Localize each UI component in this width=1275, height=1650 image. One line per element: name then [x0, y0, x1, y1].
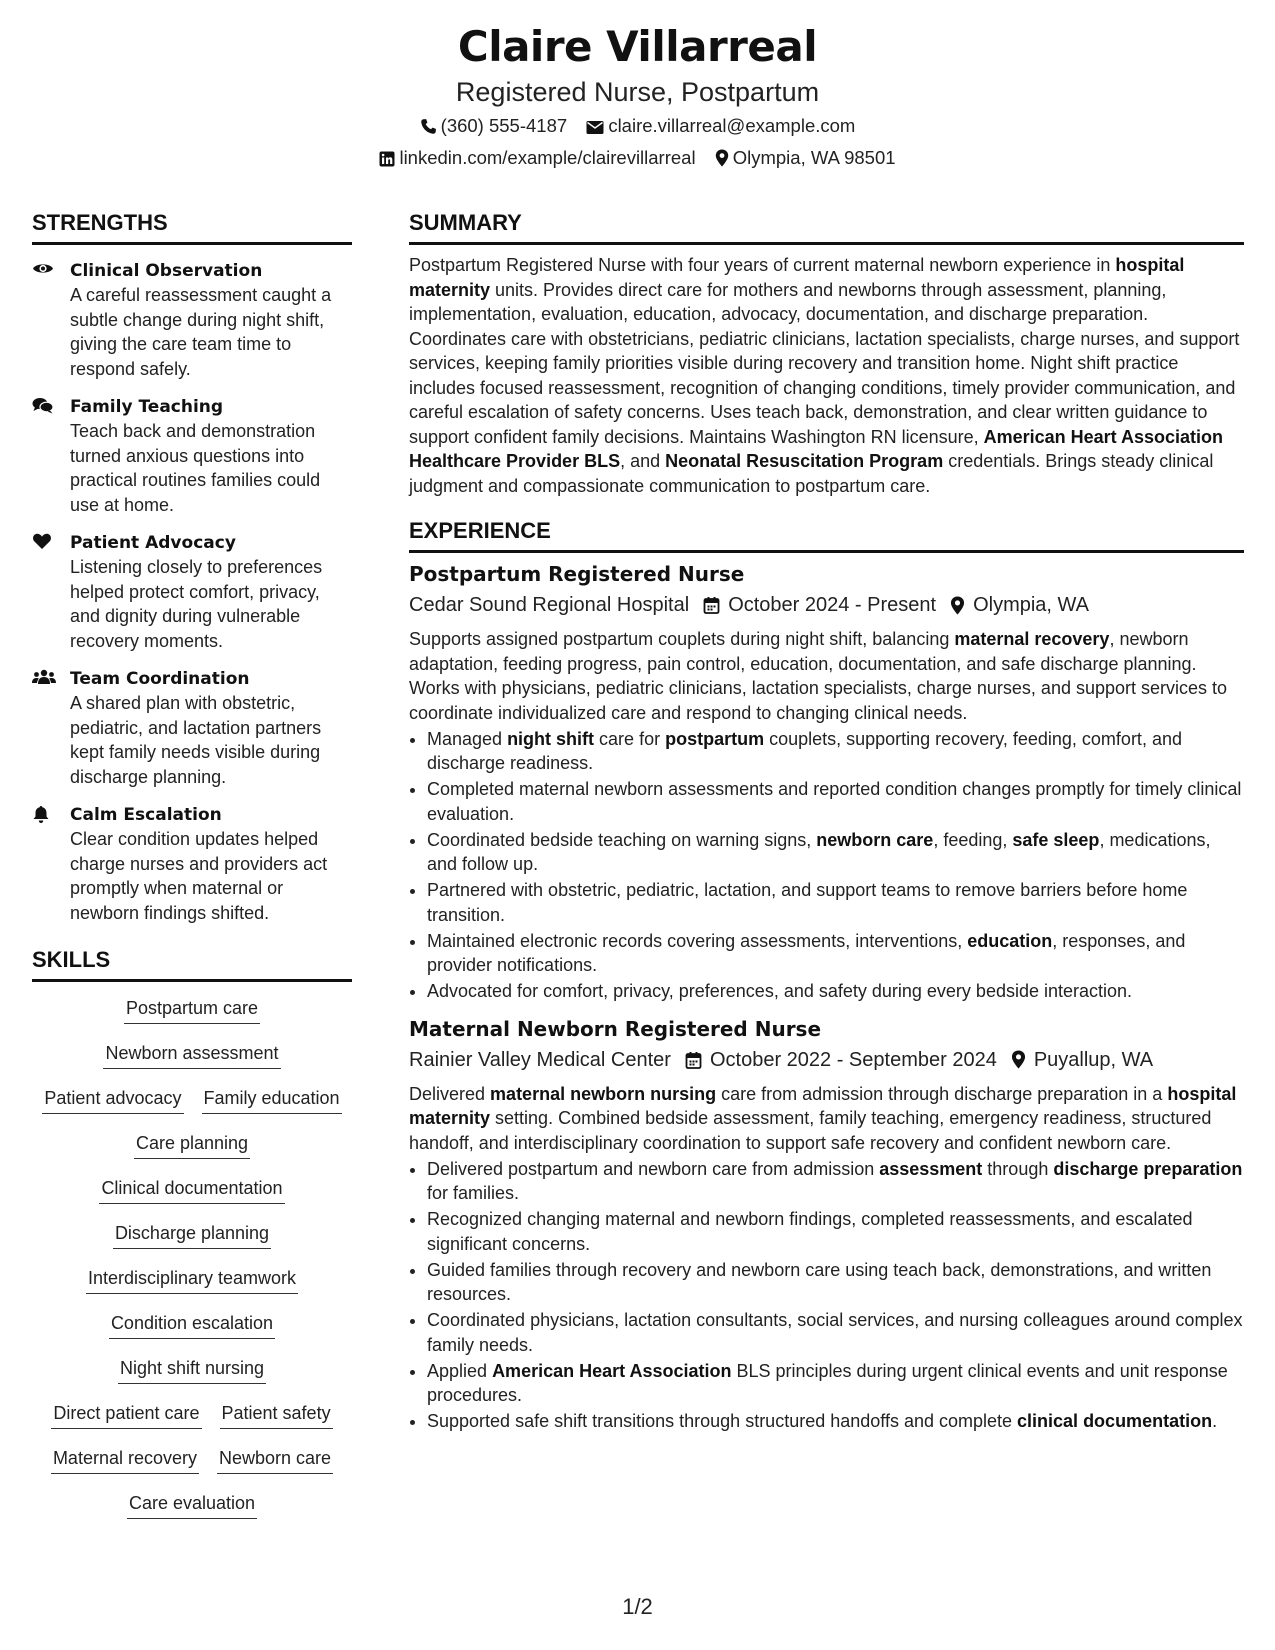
summary-divider: [409, 242, 1244, 245]
bullet-text: , feeding,: [933, 829, 1013, 850]
bullet-emphasis: night shift: [507, 728, 595, 749]
job-meta: [409, 589, 1244, 621]
strength-title: Team Coordination: [70, 669, 250, 689]
strength-title: Calm Escalation: [70, 805, 222, 825]
contact-row-1: [0, 110, 1275, 142]
bullet-text: Guided families through recovery and newborn care using teach back, demonstrations, and written resources.: [427, 1259, 1212, 1304]
bullet-emphasis: discharge preparation: [1053, 1158, 1243, 1179]
bullet-text: Supported safe shift transitions through structured handoffs and complete: [427, 1411, 1018, 1431]
job-entry: [409, 559, 1244, 1004]
strength-desc: Listening closely to preferences helped protect comfort, privacy, and dignity during vulnerable recovery moments.: [70, 557, 323, 651]
linkedin-text: linkedin.com/example/clairevillarreal: [399, 147, 696, 168]
strength-desc: Teach back and demonstration turned anxious questions into practical routines families could use at home.: [70, 421, 321, 515]
skill-row: [32, 1131, 352, 1176]
job-employer: Cedar Sound Regional Hospital: [409, 594, 690, 616]
strength-item: [32, 531, 352, 653]
job-entry: [409, 1014, 1244, 1434]
bell-icon: [32, 805, 50, 824]
candidate-title: Registered Nurse, Postpartum: [455, 77, 820, 107]
job-bullet: [427, 1258, 1244, 1307]
bullet-emphasis: American Heart Association: [492, 1360, 732, 1381]
bullet-emphasis: newborn care: [816, 829, 934, 850]
job-description-emphasis: maternal newborn nursing: [490, 1083, 717, 1104]
job-employer: Rainier Valley Medical Center: [409, 1048, 671, 1071]
skill-row: [32, 1266, 352, 1311]
summary-emphasis: hospital maternity: [409, 255, 1185, 300]
bullet-text: Advocated for comfort, privacy, preferences, and safety during every bedside interaction.: [427, 981, 1133, 1001]
strengths-heading: STRENGTHS: [32, 210, 168, 235]
job-meta: [409, 1044, 1244, 1076]
strength-desc: A shared plan with obstetric, pediatric, and lactation partners kept family needs visible during discharge planning.: [70, 693, 322, 787]
map-pin-icon: [950, 596, 965, 615]
users-icon: [32, 669, 56, 685]
skill-row: [32, 1176, 352, 1221]
skill-row: [32, 1086, 352, 1131]
skill-row: [32, 1491, 352, 1536]
skill-tag: Clinical documentation: [99, 1176, 284, 1204]
job-bullet: [427, 979, 1244, 1004]
strengths-divider: [32, 242, 352, 245]
skill-row: [32, 1041, 352, 1086]
skills-divider: [32, 979, 352, 982]
phone-contact[interactable]: [420, 110, 568, 142]
calendar-icon: [703, 596, 720, 614]
job-bullets: [409, 1157, 1244, 1434]
job-title: Postpartum Registered Nurse: [409, 562, 745, 586]
bullet-text: Maintained electronic records covering assessments, interventions,: [427, 930, 968, 951]
eye-icon: [32, 261, 54, 276]
skill-row: [32, 1446, 352, 1491]
bullet-text: Coordinated bedside teaching on warning signs,: [427, 829, 817, 850]
linkedin-icon: [379, 151, 395, 167]
skill-row: [32, 996, 352, 1041]
skill-tag: Patient safety: [220, 1401, 333, 1429]
location-contact: [715, 142, 896, 174]
strength-title: Clinical Observation: [70, 261, 263, 281]
job-description-emphasis: hospital maternity: [409, 1083, 1237, 1128]
strength-title: Family Teaching: [70, 397, 224, 417]
email-text: claire.villarreal@example.com: [608, 115, 856, 136]
skill-row: [32, 1311, 352, 1356]
calendar-icon: [685, 1051, 702, 1069]
bullet-text: Managed: [427, 728, 508, 749]
bullet-text: care for: [594, 728, 666, 749]
bullet-text: Recognized changing maternal and newborn findings, completed reassessments, and escalated significant concerns.: [427, 1209, 1193, 1254]
experience-list: [409, 559, 1244, 1434]
bullet-text: couplets, supporting recovery, feeding, comfort, and discharge readiness.: [427, 728, 1182, 773]
strength-desc: Clear condition updates helped charge nurses and providers act promptly when maternal or newborn findings shifted.: [70, 829, 328, 923]
summary-emphasis: American Heart Association Healthcare Provider BLS: [409, 426, 1224, 471]
bullet-emphasis: postpartum: [665, 728, 765, 749]
job-bullet: [427, 777, 1244, 826]
bullet-text: , medications, and follow up.: [427, 829, 1211, 874]
contact-row-2: [0, 142, 1275, 174]
bullet-text: Delivered postpartum and newborn care from admission: [427, 1158, 880, 1179]
skill-row: [32, 1221, 352, 1266]
job-description-text: Supports assigned postpartum couplets during night shift, balancing: [409, 629, 955, 649]
job-location: Olympia, WA: [973, 594, 1090, 616]
bullet-text: through: [982, 1158, 1054, 1179]
envelope-icon: [586, 120, 604, 135]
job-bullet: [427, 1308, 1244, 1357]
job-bullet: [427, 727, 1244, 776]
phone-text: (360) 555-4187: [440, 115, 568, 136]
job-description: [409, 1082, 1244, 1156]
skill-row: [32, 1401, 352, 1446]
job-dates: October 2022 - September 2024: [709, 1048, 997, 1071]
skill-tag: Maternal recovery: [51, 1446, 199, 1474]
summary-heading: SUMMARY: [409, 210, 522, 235]
location-text: Olympia, WA 98501: [732, 147, 896, 168]
job-bullet: [427, 1359, 1244, 1408]
skill-tag: Discharge planning: [113, 1221, 271, 1249]
skill-tag: Care planning: [134, 1131, 250, 1159]
heart-icon: [32, 533, 52, 550]
experience-heading: EXPERIENCE: [409, 518, 551, 543]
skill-tag: Care evaluation: [127, 1491, 257, 1519]
summary-text: Postpartum Registered Nurse with four years of current maternal newborn experience in: [409, 255, 1116, 275]
bullet-text: .: [1212, 1411, 1218, 1431]
phone-icon: [420, 118, 437, 135]
strength-item: [32, 667, 352, 789]
job-location: Puyallup, WA: [1033, 1048, 1154, 1071]
job-bullet: [427, 878, 1244, 927]
summary-text: credentials. Brings steady clinical judgment and compassionate communication to postpartum care.: [409, 451, 1214, 496]
job-title: Maternal Newborn Registered Nurse: [409, 1016, 822, 1041]
strength-title: Patient Advocacy: [70, 533, 236, 553]
job-bullets: [409, 727, 1244, 1004]
job-bullet: [427, 929, 1244, 978]
bullet-text: for families.: [427, 1183, 520, 1203]
skills-list: [32, 996, 352, 1536]
job-description: [409, 627, 1244, 725]
skill-tag: Newborn assessment: [103, 1041, 280, 1069]
skill-tag: Night shift nursing: [118, 1356, 266, 1384]
linkedin-contact[interactable]: [379, 142, 695, 174]
job-description-text: care from admission through discharge preparation in a: [716, 1083, 1168, 1104]
map-pin-icon: [715, 149, 729, 167]
bullet-text: Completed maternal newborn assessments and reported condition changes promptly for timely clinical evaluation.: [427, 779, 1242, 824]
job-description-text: setting. Combined bedside assessment, family teaching, emergency readiness, structured handoff, and interdisciplinary coordination to support safe recovery and confident newborn care.: [409, 1108, 1212, 1153]
job-dates: October 2024 - Present: [728, 594, 937, 616]
summary-emphasis: Neonatal Resuscitation Program: [665, 451, 944, 471]
email-contact[interactable]: [586, 110, 855, 142]
job-description-text: Delivered: [409, 1083, 491, 1104]
left-column: [32, 206, 352, 1536]
summary-text: [409, 253, 1244, 498]
bullet-text: Applied: [427, 1360, 493, 1381]
summary-text: , and: [620, 451, 666, 471]
comments-icon: [32, 397, 54, 414]
job-description-emphasis: maternal recovery: [954, 629, 1110, 649]
skill-tag: Patient advocacy: [42, 1086, 183, 1114]
skill-tag: Family education: [202, 1086, 342, 1114]
skill-tag: Postpartum care: [124, 996, 260, 1024]
bullet-text: Coordinated physicians, lactation consultants, social services, and nursing colleagues around complex family needs.: [427, 1310, 1243, 1355]
bullet-text: Partnered with obstetric, pediatric, lactation, and support teams to remove barriers before home transition.: [427, 880, 1188, 925]
resume-header: [0, 20, 1275, 174]
strength-item: [32, 803, 352, 925]
bullet-emphasis: education: [967, 930, 1053, 951]
bullet-text: , responses, and provider notifications.: [427, 930, 1186, 975]
job-bullet: [427, 1409, 1244, 1434]
bullet-text: BLS principles during urgent clinical events and unit response procedures.: [427, 1360, 1228, 1405]
skill-tag: Condition escalation: [109, 1311, 275, 1339]
bullet-emphasis: assessment: [879, 1158, 983, 1179]
job-bullet: [427, 828, 1244, 877]
bullet-emphasis: safe sleep: [1012, 829, 1100, 850]
bullet-emphasis: clinical documentation: [1017, 1411, 1213, 1431]
skill-tag: Interdisciplinary teamwork: [86, 1266, 298, 1294]
experience-divider: [409, 550, 1244, 553]
strength-desc: A careful reassessment caught a subtle change during night shift, giving the care team time to respond safely.: [70, 285, 332, 379]
skills-heading: SKILLS: [32, 947, 111, 972]
strength-item: [32, 259, 352, 381]
map-pin-icon: [1011, 1050, 1026, 1069]
summary-text: units. Provides direct care for mothers and newborns through assessment, planning, implementation, evaluation, education, advocacy, documentation, and discharge preparation. Coordinates care with obstetricians, pediatric clinicians, lactation specialists, charge nurses, and support services, keeping family priorities visible during recovery and transition home. Night shift practice includes focused reassessment, recognition of changing conditions, timely provider communication, and careful escalation of safety concerns. Uses teach back, demonstration, and clear written guidance to support confident family decisions. Maintains Washington RN licensure,: [409, 279, 1240, 447]
job-bullet: [427, 1157, 1244, 1206]
page-number: 1/2: [622, 1594, 653, 1619]
skill-tag: Direct patient care: [51, 1401, 201, 1429]
job-bullet: [427, 1207, 1244, 1256]
skill-tag: Newborn care: [217, 1446, 333, 1474]
candidate-name: Claire Villarreal: [457, 22, 818, 71]
strength-item: [32, 395, 352, 517]
right-column: [409, 206, 1244, 1434]
skill-row: [32, 1356, 352, 1401]
job-description-text: , newborn adaptation, feeding progress, pain control, education, documentation, and safe discharge planning. Works with physicians, pediatric clinicians, lactation specialists, charge nurses, and support services to coordinate individualized care and respond to changing clinical needs.: [409, 629, 1228, 723]
